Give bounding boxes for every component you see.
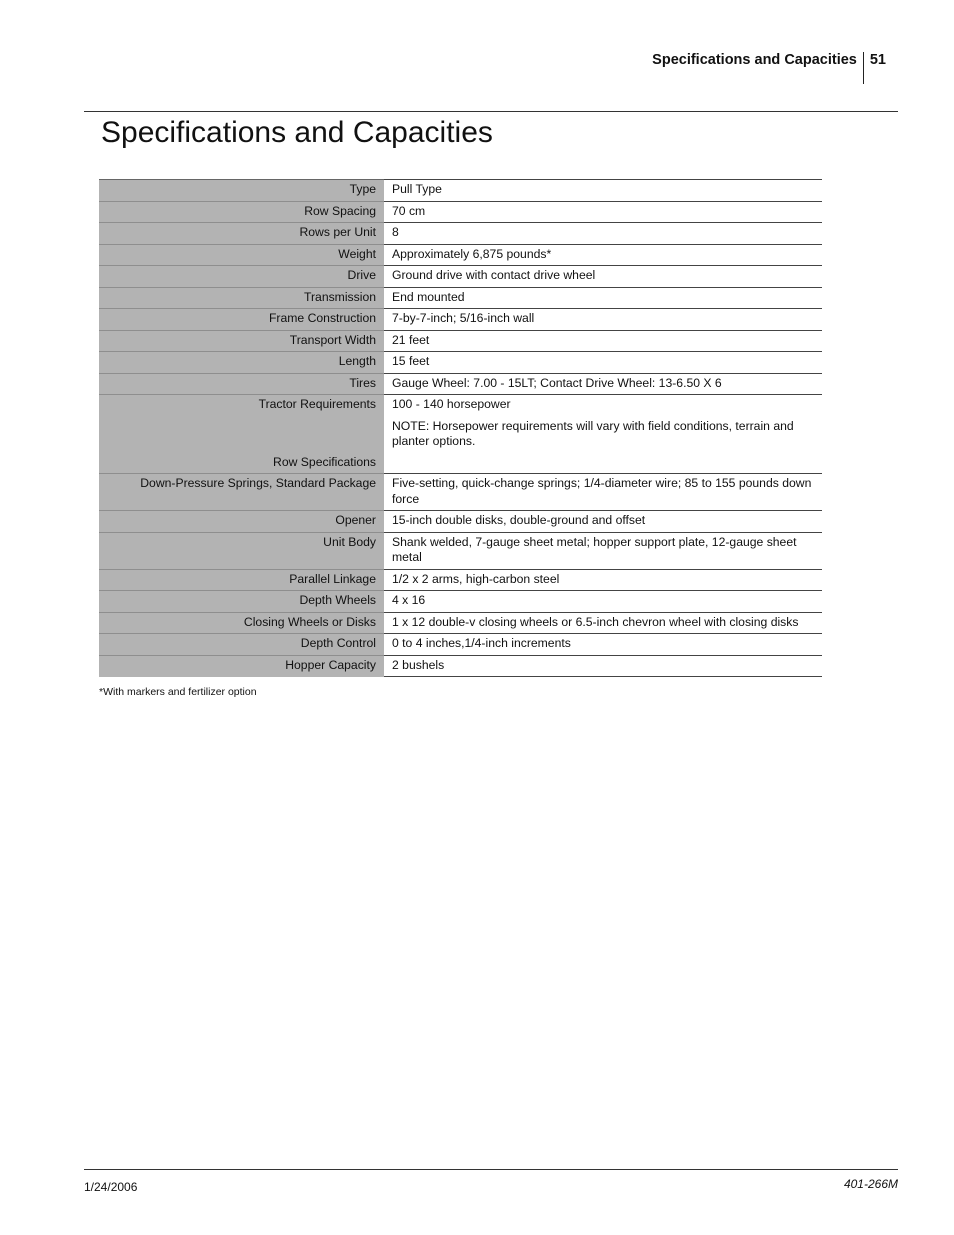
page-number: 51 — [869, 52, 886, 68]
running-header-title: Specifications and Capacities — [652, 52, 857, 68]
footer-document-number: 401-266M — [843, 1177, 898, 1191]
spec-label: Rows per Unit — [99, 223, 384, 245]
table-row — [99, 612, 822, 634]
footer-rule — [84, 1169, 898, 1170]
table-row — [99, 634, 822, 656]
running-header — [560, 52, 886, 84]
spec-label: Closing Wheels or Disks — [99, 612, 384, 634]
table-row — [99, 453, 822, 474]
spec-label: Length — [99, 352, 384, 374]
spec-value: 7-by-7-inch; 5/16-inch wall — [384, 309, 822, 331]
table-row — [99, 201, 822, 223]
spec-value: 1/2 x 2 arms, high-carbon steel — [384, 569, 822, 591]
spec-label: Drive — [99, 266, 384, 288]
spec-value: 21 feet — [384, 330, 822, 352]
spec-value: Ground drive with contact drive wheel — [384, 266, 822, 288]
page-title: Specifications and Capacities — [101, 116, 493, 149]
table-row — [99, 330, 822, 352]
table-row — [99, 474, 822, 511]
spec-label: Depth Control — [99, 634, 384, 656]
spec-label: Frame Construction — [99, 309, 384, 331]
spec-value-text: 100 - 140 horsepower — [392, 397, 511, 411]
spec-value — [384, 395, 822, 453]
spec-value: 15 feet — [384, 352, 822, 374]
table-row — [99, 395, 822, 453]
footer-date: 1/24/2006 — [84, 1180, 138, 1194]
spec-value — [384, 453, 822, 474]
table-row — [99, 180, 822, 202]
spec-value: 15-inch double disks, double-ground and offset — [384, 511, 822, 533]
spec-label: Transmission — [99, 287, 384, 309]
spec-value: End mounted — [384, 287, 822, 309]
spec-label: Depth Wheels — [99, 591, 384, 613]
spec-note: NOTE: Horsepower requirements will vary with field conditions, terrain and planter options. — [392, 418, 794, 448]
header-rule — [84, 111, 898, 112]
spec-value: Five-setting, quick-change springs; 1/4-diameter wire; 85 to 155 pounds down force — [384, 474, 822, 511]
table-row — [99, 266, 822, 288]
spec-label: Type — [99, 180, 384, 202]
spec-value: 4 x 16 — [384, 591, 822, 613]
table-row — [99, 287, 822, 309]
table-row — [99, 352, 822, 374]
spec-value: 0 to 4 inches,1/4-inch increments — [384, 634, 822, 656]
spec-value: 2 bushels — [384, 655, 822, 677]
table-row — [99, 309, 822, 331]
spec-value: Gauge Wheel: 7.00 - 15LT; Contact Drive Wheel: 13-6.50 X 6 — [384, 373, 822, 395]
running-header-divider — [863, 52, 864, 84]
spec-label: Parallel Linkage — [99, 569, 384, 591]
spec-label: Tractor Requirements — [99, 395, 384, 453]
spec-value: 8 — [384, 223, 822, 245]
spec-label: Row Specifications — [99, 453, 384, 474]
spec-label: Opener — [99, 511, 384, 533]
spec-label: Weight — [99, 244, 384, 266]
table-row — [99, 655, 822, 677]
footnote: *With markers and fertilizer option — [99, 686, 257, 698]
spec-value: Approximately 6,875 pounds* — [384, 244, 822, 266]
table-row — [99, 591, 822, 613]
spec-label: Tires — [99, 373, 384, 395]
spec-value: Shank welded, 7-gauge sheet metal; hopper support plate, 12-gauge sheet metal — [384, 532, 822, 569]
spec-value: 1 x 12 double-v closing wheels or 6.5-inch chevron wheel with closing disks — [384, 612, 822, 634]
spec-label: Down-Pressure Springs, Standard Package — [99, 474, 384, 511]
spec-label: Row Spacing — [99, 201, 384, 223]
table-row — [99, 569, 822, 591]
specifications-table — [99, 179, 822, 677]
table-row — [99, 223, 822, 245]
table-row — [99, 532, 822, 569]
spec-value: 70 cm — [384, 201, 822, 223]
spec-value: Pull Type — [384, 180, 822, 202]
spec-label: Unit Body — [99, 532, 384, 569]
table-row — [99, 373, 822, 395]
spec-label: Transport Width — [99, 330, 384, 352]
table-row — [99, 244, 822, 266]
table-row — [99, 511, 822, 533]
specifications-table-body — [99, 180, 822, 677]
spec-label: Hopper Capacity — [99, 655, 384, 677]
